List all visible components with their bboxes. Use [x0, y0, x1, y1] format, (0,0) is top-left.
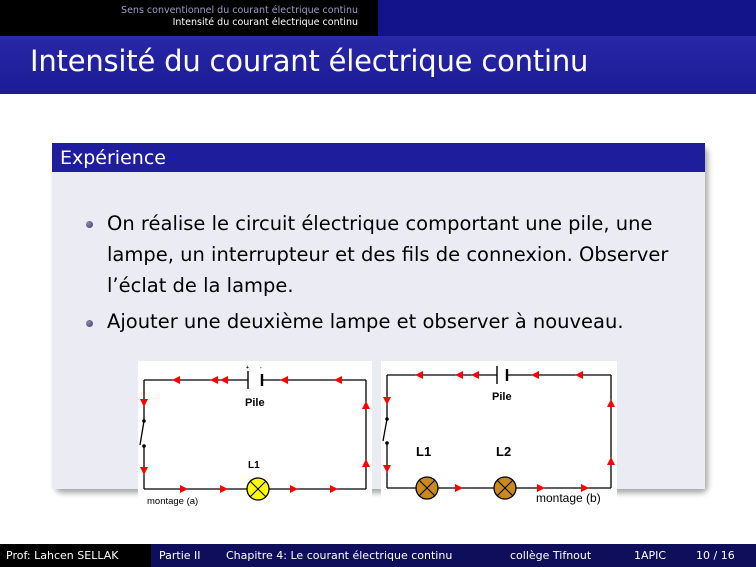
lamp-l2-icon [494, 477, 516, 499]
lamp2-label: L2 [496, 444, 512, 459]
navigation-bar [0, 0, 756, 36]
footer-school: collège Tifnout [496, 544, 612, 567]
lamp1-label: L1 [416, 444, 432, 459]
lamp-l1-icon [247, 478, 269, 500]
lamp-label: L1 [248, 460, 260, 471]
block-title: Expérience [60, 147, 166, 169]
nav-empty-panel [378, 0, 756, 36]
nav-subsection-link[interactable]: Intensité du courant électrique continu [172, 17, 358, 28]
block-body [52, 172, 705, 507]
frame-title: Intensité du courant électrique continu [30, 44, 589, 78]
footer-chapter: Chapitre 4: Le courant électrique continu [216, 544, 496, 567]
pile-label: Pile [245, 397, 265, 409]
list-item: Ajouter une deuxième lampe et observer à nouveau. [107, 310, 624, 333]
battery-minus-label: - [260, 365, 262, 371]
footer-part: Partie II [151, 544, 216, 567]
circuit-diagram-a [138, 361, 372, 509]
footer-author: Prof: Lahcen SELLAK [0, 544, 151, 567]
nav-section-panel [0, 0, 378, 36]
experience-block [52, 143, 705, 507]
lamp-l1-icon [416, 477, 438, 499]
montage-b-caption: montage (b) [536, 491, 601, 505]
battery-plus-label: + [246, 365, 249, 371]
bullet-icon [86, 320, 93, 327]
footer-class: 1APIC [612, 544, 682, 567]
montage-a-caption: montage (a) [147, 496, 199, 507]
circuit-diagram-b [381, 361, 617, 509]
bullet-icon [86, 221, 93, 228]
block-header [52, 143, 705, 172]
nav-section-link[interactable]: Sens conventionnel du courant électrique continu [121, 5, 358, 16]
list-item: On réalise le circuit électrique comportant une pile, une lampe, un interrupteur et des fils de connexion. Observer l’éclat de la lampe. [107, 212, 669, 297]
pile-label: Pile [492, 391, 512, 403]
footer-page-number: 10 / 16 [682, 544, 756, 567]
frame-title-bar [0, 36, 756, 94]
footer-bar [0, 544, 756, 567]
